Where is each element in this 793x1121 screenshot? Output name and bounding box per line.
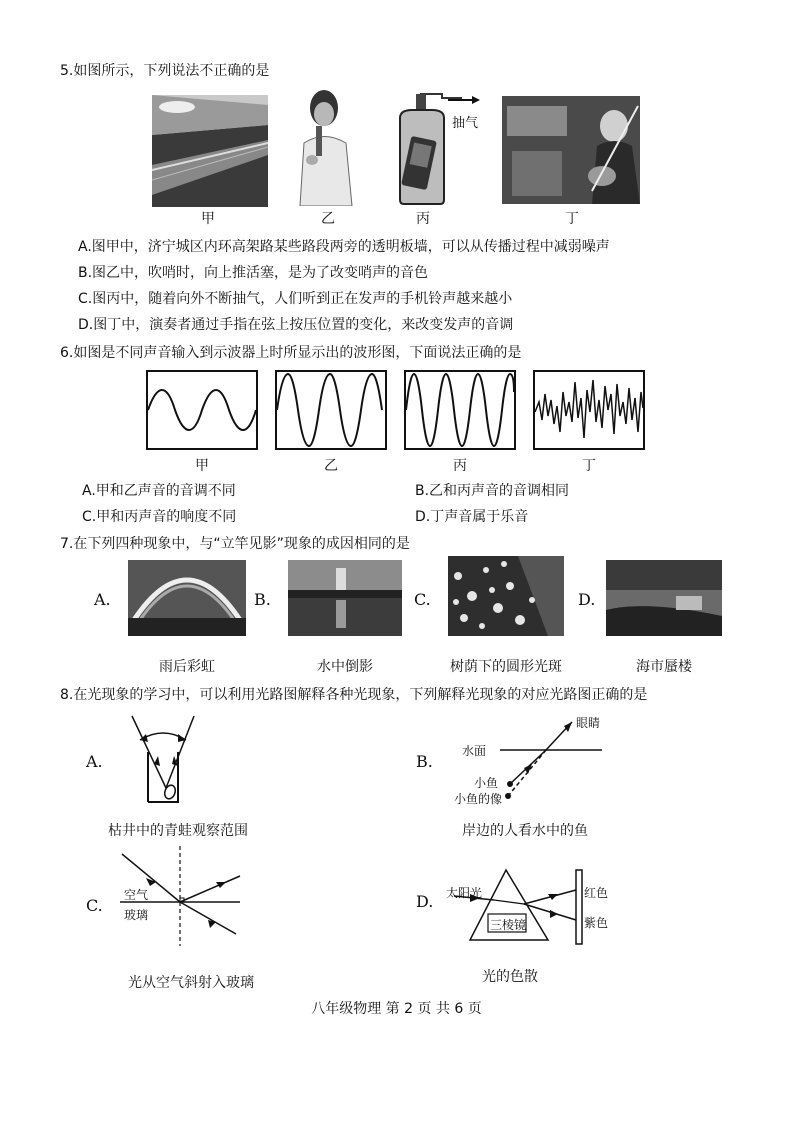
q5-option-d: D.图丁中，演奏者通过手指在弦上按压位置的变化，来改变发声的音调 — [78, 317, 514, 333]
q8-stem: 8.在光现象的学习中，可以利用光路图解释各种光现象，下列解释光现象的对应光路图正确的是 — [60, 687, 648, 703]
q5-caption-yi: 乙 — [321, 211, 335, 227]
label-prism: 三棱镜 — [490, 918, 527, 932]
q8-caption-a: 枯井中的青蛙观察范围 — [108, 823, 248, 839]
q5-caption-bing: 丙 — [416, 211, 430, 227]
label-fish-image: 小鱼的像 — [454, 792, 503, 806]
label-violet: 紫色 — [584, 916, 609, 930]
label-air: 空气 — [124, 888, 149, 902]
q6-caption-jia: 甲 — [195, 458, 209, 474]
q6-option-d: D.丁声音属于乐音 — [415, 509, 529, 525]
q7-photo-light-spots — [448, 556, 564, 636]
q8-letter-d: D. — [416, 892, 434, 911]
q8-caption-b: 岸边的人看水中的鱼 — [462, 823, 588, 839]
label-sunlight: 太阳光 — [446, 886, 483, 900]
q7-caption-a: 雨后彩虹 — [159, 659, 215, 675]
q7-letter-b: B. — [254, 590, 271, 609]
q7-letter-d: D. — [578, 590, 596, 609]
waveform-ding — [533, 370, 645, 450]
waveform-jia — [146, 370, 258, 450]
q7-caption-d: 海市蜃楼 — [636, 659, 692, 675]
q5-photo-ding — [502, 96, 640, 204]
q7-photo-rainbow — [128, 560, 246, 636]
q8-caption-d: 光的色散 — [482, 969, 538, 985]
q8-letter-c: C. — [86, 896, 103, 915]
q5-photo-bing — [392, 88, 492, 206]
q7-caption-b: 水中倒影 — [317, 659, 373, 675]
q7-caption-c: 树荫下的圆形光斑 — [450, 659, 562, 675]
pump-label: 抽气 — [452, 116, 479, 131]
diagram-prism-dispersion — [448, 864, 598, 948]
waveform-yi — [275, 370, 387, 450]
q8-letter-b: B. — [416, 752, 433, 771]
label-glass: 玻璃 — [124, 908, 149, 922]
q6-option-b: B.乙和丙声音的音调相同 — [415, 483, 570, 499]
waveform-bing — [404, 370, 516, 450]
q6-caption-bing: 丙 — [453, 458, 467, 474]
q5-photo-yi — [290, 88, 362, 206]
q7-stem: 7.在下列四种现象中，与“立竿见影”现象的成因相同的是 — [60, 536, 410, 552]
label-eye: 眼睛 — [576, 716, 601, 730]
q6-caption-ding: 丁 — [582, 458, 596, 474]
q7-photo-mirage — [606, 560, 722, 636]
q6-option-a: A.甲和乙声音的音调不同 — [82, 483, 236, 499]
q6-option-c: C.甲和丙声音的响度不同 — [82, 509, 237, 525]
page-footer: 八年级物理 第 2 页 共 6 页 — [311, 1001, 482, 1017]
q5-stem: 5.如图所示，下列说法不正确的是 — [60, 63, 270, 79]
q7-letter-c: C. — [414, 590, 431, 609]
q5-option-b: B.图乙中，吹哨时，向上推活塞，是为了改变哨声的音色 — [78, 265, 429, 281]
q7-letter-a: A. — [94, 590, 111, 609]
q5-caption-ding: 丁 — [565, 211, 579, 227]
label-water-surface: 水面 — [462, 744, 487, 758]
q7-photo-reflection — [288, 560, 402, 636]
q8-caption-c: 光从空气斜射入玻璃 — [128, 975, 254, 991]
label-fish: 小鱼 — [474, 776, 499, 790]
diagram-frog-well — [118, 712, 208, 812]
q6-stem: 6.如图是不同声音输入到示波器上时所显示出的波形图，下面说法正确的是 — [60, 345, 522, 361]
q5-caption-jia: 甲 — [201, 211, 215, 227]
q5-photo-jia — [152, 95, 268, 207]
q5-option-c: C.图丙中，随着向外不断抽气，人们听到正在发声的手机铃声越来越小 — [78, 291, 513, 307]
q6-caption-yi: 乙 — [324, 458, 338, 474]
q8-letter-a: A. — [86, 752, 103, 771]
label-red: 红色 — [584, 886, 609, 900]
q5-option-a: A.图甲中，济宁城区内环高架路某些路段两旁的透明板墙，可以从传播过程中减弱噪声 — [78, 239, 610, 255]
